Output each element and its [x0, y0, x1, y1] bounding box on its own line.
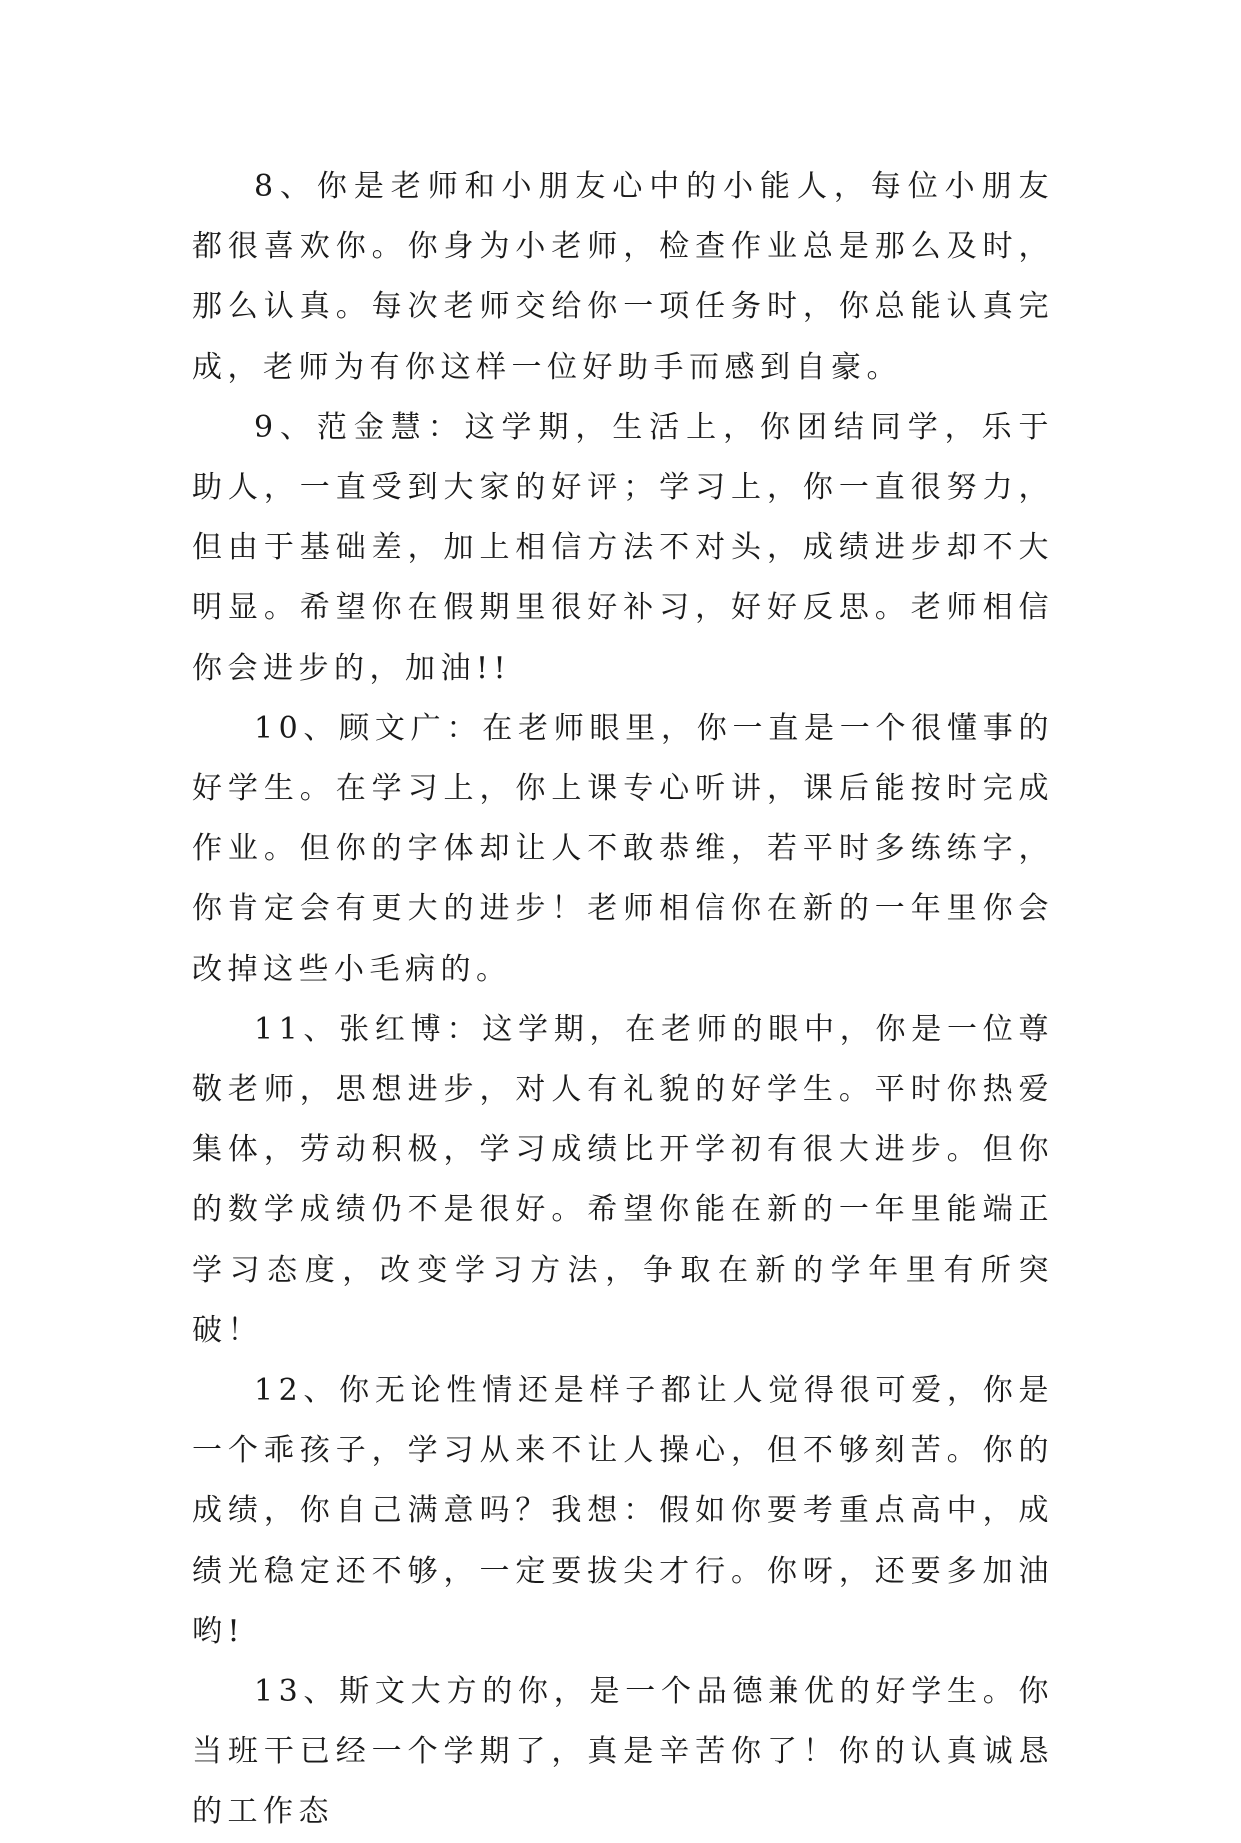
- comment-paragraph-13: 13、斯文大方的你，是一个品德兼优的好学生。你当班干已经一个学期了，真是辛苦你了！你的认真诚恳的工作态: [192, 1674, 1054, 1830]
- comment-paragraph-10: 10、顾文广：在老师眼里，你一直是一个很懂事的好学生。在学习上，你上课专心听讲，课后能按时完成作业。但你的字体却让人不敢恭维，若平时多练练字，你肯定会有更大的进步！老师相信你在新的一年里你会改掉这些小毛病的。: [192, 710, 1054, 987]
- comment-paragraph-9: 9、范金慧：这学期，生活上，你团结同学，乐于助人，一直受到大家的好评；学习上，你一直很努力，但由于基础差，加上相信方法不对头，成绩进步却不大明显。希望你在假期里很好补习，好好反思。老师相信你会进步的，加油!!: [192, 409, 1054, 686]
- document-body: [192, 157, 1054, 1843]
- comment-paragraph-8: 8、你是老师和小朋友心中的小能人，每位小朋友都很喜欢你。你身为小老师，检查作业总是那么及时，那么认真。每次老师交给你一项任务时，你总能认真完成，老师为有你这样一位好助手而感到自豪。: [192, 169, 1054, 385]
- comment-paragraph-11: 11、张红博：这学期，在老师的眼中，你是一位尊敬老师，思想进步，对人有礼貌的好学生。平时你热爱集体，劳动积极，学习成绩比开学初有很大进步。但你的数学成绩仍不是很好。希望你能在新的一年里能端正学习态度，改变学习方法，争取在新的学年里有所突破！: [192, 1011, 1054, 1348]
- comment-paragraph-12: 12、你无论性情还是样子都让人觉得很可爱，你是一个乖孩子，学习从来不让人操心，但不够刻苦。你的成绩，你自己满意吗？我想：假如你要考重点高中，成绩光稳定还不够，一定要拔尖才行。你呀，还要多加油哟!: [192, 1373, 1054, 1649]
